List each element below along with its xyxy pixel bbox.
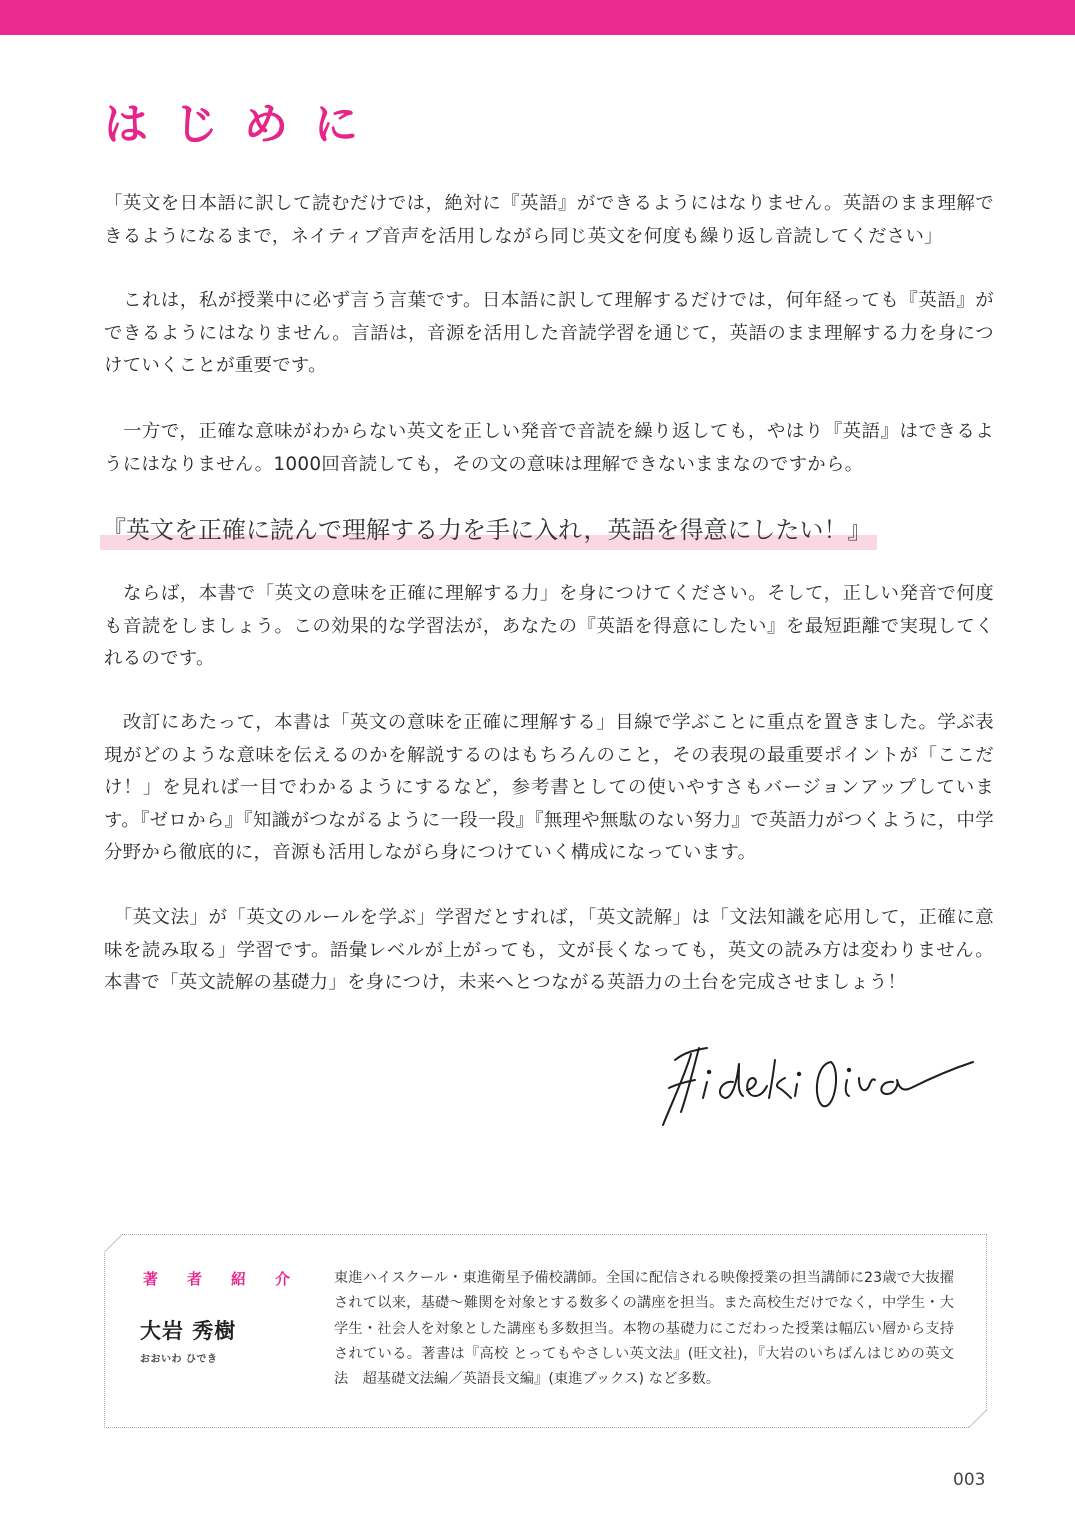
body-paragraph: 改訂にあたって，本書は「英文の意味を正確に理解する」目線で学ぶことに重点を置きました。学ぶ表現がどのような意味を伝えるのかを解説するのはもちろんのこと，その表現の最重要ポイントが「ここだけ！」を見れば一目でわかるようにするなど，参考書としての使いやすさもバージョンアップしています。『ゼロから』『知識がつながるように一段一段』『無理や無駄のない努力』で英語力がつくように，中学分野から徹底的に，音源も活用しながら身につけていく構成になっています。 xyxy=(104,712,994,863)
author-bio: 東進ハイスクール・東進衛星予備校講師。全国に配信される映像授業の担当講師に23歳で大抜擢されて以来，基礎～難関を対象とする数多くの講座を担当。また高校生だけでなく，中学生・大学生・社会人を対象とした講座も多数担当。本物の基礎力にこだわった授業は幅広い層から支持されている。著書は『高校 とってもやさしい英文法』(旺文社)，『大岩のいちばんはじめの英文法 超基礎文法編／英語長文編』(東進ブックス) など多数。 xyxy=(334,1270,954,1388)
body-paragraph: 「英文法」が「英文のルールを学ぶ」学習だとすれば，「英文読解」は「文法知識を応用して，正確に意味を読み取る」学習です。語彙レベルが上がっても，文が長くなっても，英文の読み方は変わりません。本書で「英文読解の基礎力」を身につけ，未来へとつながる英語力の土台を完成させましょう！ xyxy=(104,907,994,993)
author-section-label: 著者紹介 xyxy=(143,1270,320,1288)
top-accent-bar xyxy=(0,0,1075,35)
body-paragraph: これは，私が授業中に必ず言う言葉です。日本語に訳して理解するだけでは，何年経っても『英語』ができるようにはなりません。言語は，音源を活用した音読学習を通じて，英語のまま理解する力を身につけていくことが重要です。 xyxy=(104,290,994,376)
body-paragraph: ならば，本書で「英文の意味を正確に理解する力」を身につけてください。そして，正しい発音で何度も音読をしましょう。この効果的な学習法が，あなたの『英語を得意にしたい』を最短距離で実現してくれるのです。 xyxy=(104,583,994,669)
page-number: 003 xyxy=(953,1470,986,1490)
body-paragraph: 一方で，正確な意味がわからない英文を正しい発音で音読を繰り返しても，やはり『英語』はできるようにはなりません。1000回音読しても，その文の意味は理解できないままなのですから。 xyxy=(104,421,994,475)
box-corner-decoration xyxy=(969,1410,987,1428)
page-title: はじめに xyxy=(104,99,384,150)
box-corner-decoration xyxy=(104,1234,122,1252)
author-name-reading: おおいわ ひでき xyxy=(140,1354,218,1365)
author-name: 大岩 秀樹 xyxy=(140,1319,237,1343)
highlight-quote: 『英文を正確に読んで理解する力を手に入れ，英語を得意にしたい！』 xyxy=(100,510,877,550)
author-signature xyxy=(655,1040,985,1140)
intro-quote-paragraph: 「英文を日本語に訳して読むだけでは，絶対に『英語』ができるようにはなりません。英語のまま理解できるようになるまで，ネイティブ音声を活用しながら同じ英文を何度も繰り返し音読してください」 xyxy=(104,193,994,247)
